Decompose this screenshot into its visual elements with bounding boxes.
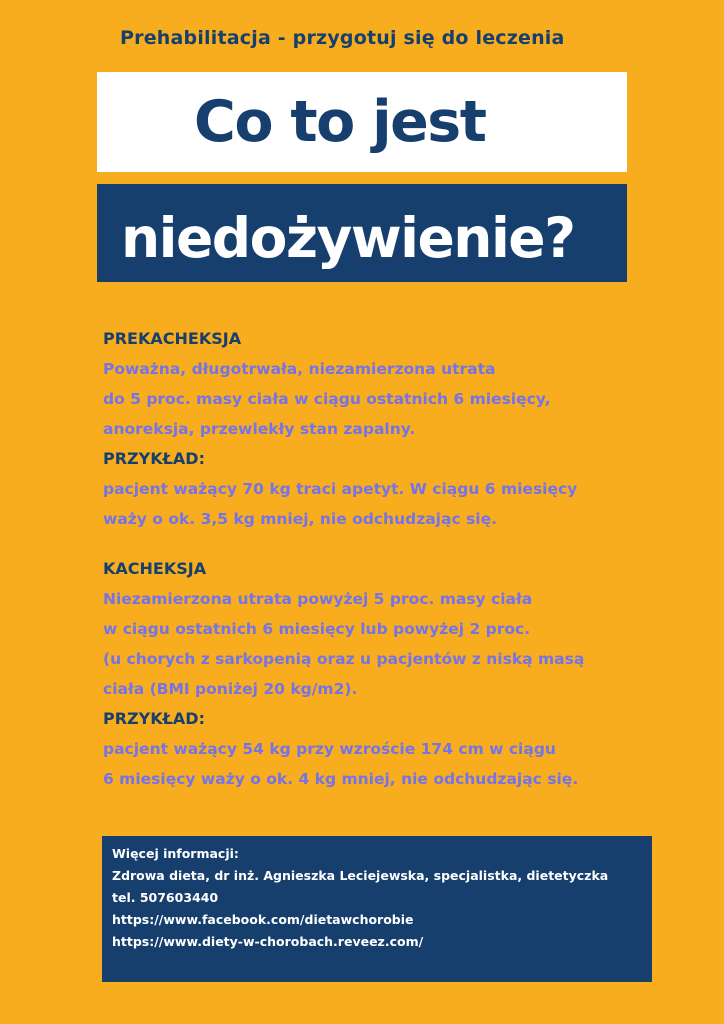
info-phone: tel. 507603440 — [112, 890, 219, 905]
section-text-line: Niezamierzona utrata powyżej 5 proc. masy ciała — [103, 590, 533, 608]
website-link[interactable]: https://www.diety-w-chorobach.reveez.com/ — [112, 934, 424, 949]
facebook-link[interactable]: https://www.facebook.com/dietawchorobie — [112, 912, 414, 927]
example-text-line: 6 miesięcy waży o ok. 4 kg mniej, nie odchudzając się. — [103, 770, 579, 788]
example-text-line: pacjent ważący 70 kg traci apetyt. W ciągu 6 miesięcy — [103, 480, 578, 498]
section-text-line: do 5 proc. masy ciała w ciągu ostatnich 6 miesięcy, — [103, 390, 551, 408]
title-box-white — [97, 72, 627, 172]
section-text-line: w ciągu ostatnich 6 miesięcy lub powyżej 2 proc. — [103, 620, 531, 638]
example-heading: PRZYKŁAD: — [103, 449, 205, 468]
section-text-line: Poważna, długotrwała, niezamierzona utrata — [103, 360, 496, 378]
example-heading: PRZYKŁAD: — [103, 709, 205, 728]
example-text-line: waży o ok. 3,5 kg mniej, nie odchudzając się. — [103, 510, 497, 528]
section-text-line: ciała (BMI poniżej 20 kg/m2). — [103, 680, 358, 698]
subtitle: Prehabilitacja - przygotuj się do leczenia — [120, 27, 565, 49]
section-text-line: anoreksja, przewlekły stan zapalny. — [103, 420, 416, 438]
title-box-navy — [97, 184, 627, 282]
info-box — [102, 836, 652, 982]
section-kacheksja — [103, 554, 584, 794]
section-heading: KACHEKSJA — [103, 559, 207, 578]
page-title-line-2: niedożywienie? — [121, 206, 575, 270]
section-prekacheksja — [103, 324, 577, 534]
section-heading: PREKACHEKSJA — [103, 329, 242, 348]
section-text-line: (u chorych z sarkopenią oraz u pacjentów z niską masą — [103, 650, 585, 668]
info-author: Zdrowa dieta, dr inż. Agnieszka Leciejewska, specjalistka, dietetyczka — [112, 868, 609, 883]
info-heading: Więcej informacji: — [112, 846, 239, 861]
page-title-line-1: Co to jest — [194, 89, 486, 155]
example-text-line: pacjent ważący 54 kg przy wzroście 174 cm w ciągu — [103, 740, 556, 758]
